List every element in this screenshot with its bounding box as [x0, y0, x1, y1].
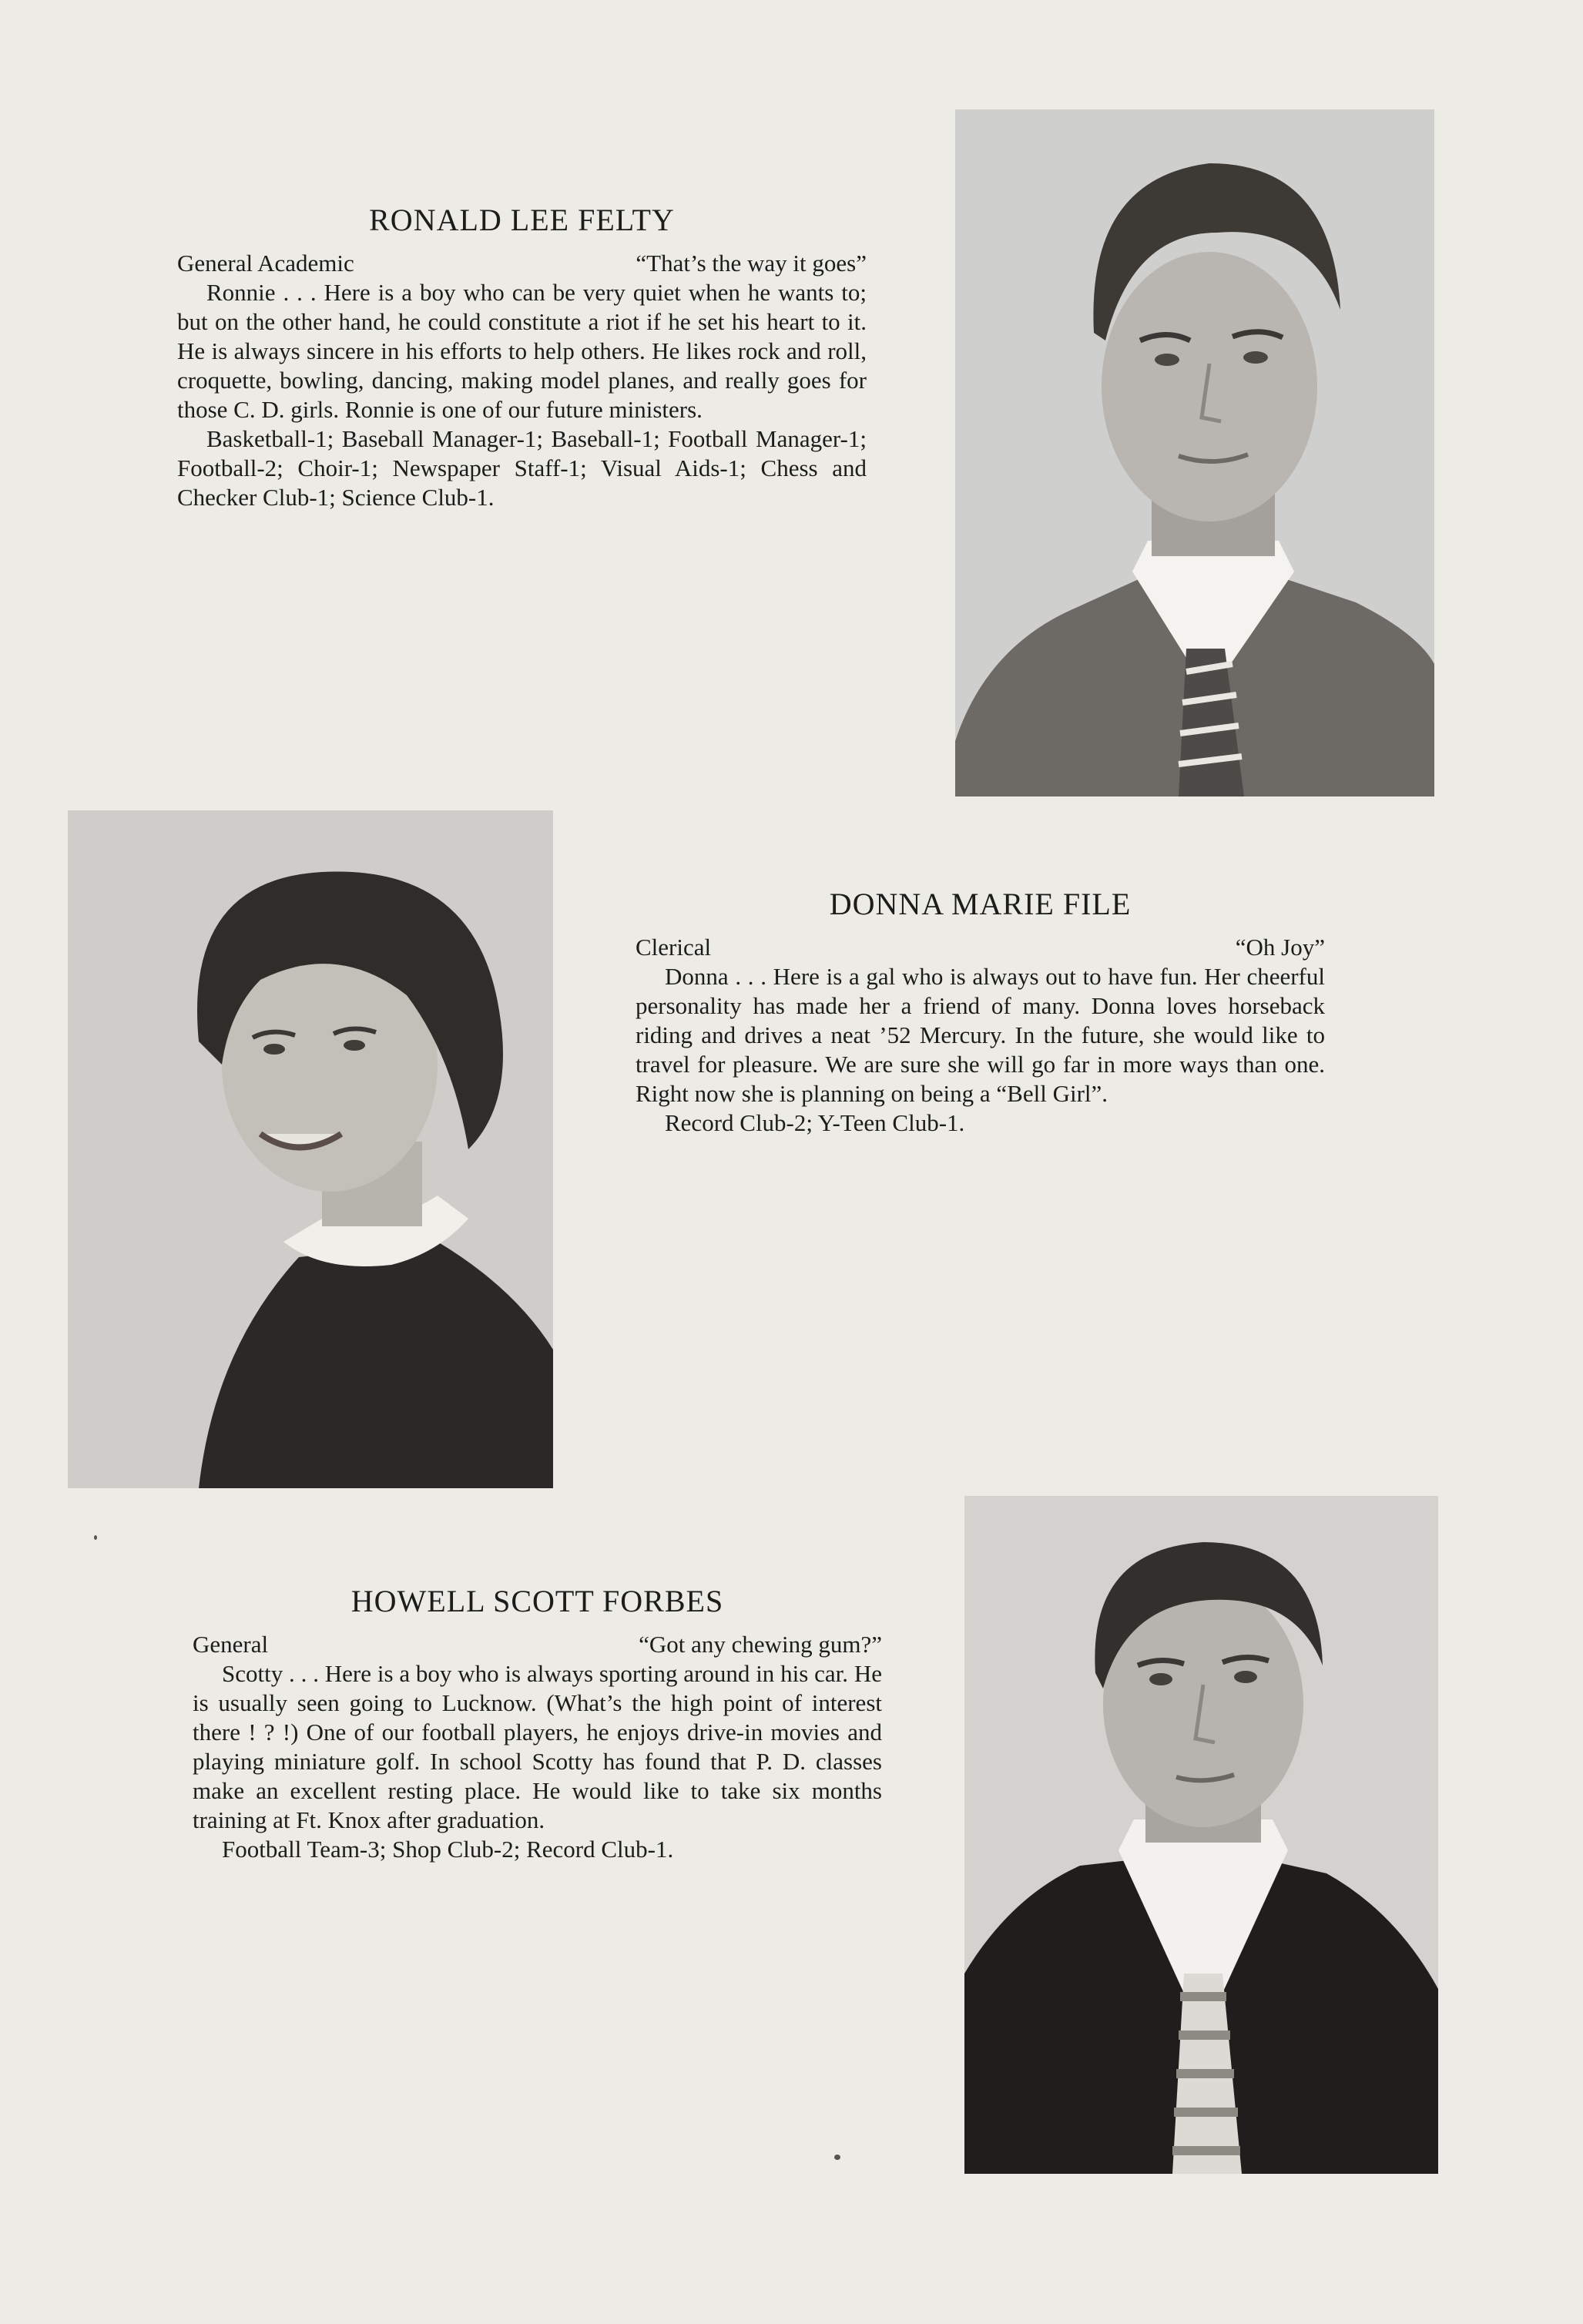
- student-course: General Academic: [177, 250, 354, 277]
- print-speck: [94, 1535, 97, 1540]
- student-activities: Basketball-1; Baseball Manager-1; Baseball-1; Football Manager-1; Football-2; Choir-1; Newspaper Staff-1; Visual Aids-1; Chess and Checker Club-1; Science Club-1.: [177, 425, 867, 511]
- student-course: Clerical: [636, 934, 712, 961]
- course-quote-row: [193, 1630, 882, 1659]
- student-bio: Scotty . . . Here is a boy who is always sporting around in his car. He is usually seen going to Lucknow. (What’s the high point of interest there ! ? !) One of our football players, he enjoys drive-in movies and playing miniature golf. In school Scotty has found that P. D. classes make an excellent resting place. He would like to take six months training at Ft. Knox after graduation.: [193, 1660, 882, 1833]
- student-name: HOWELL SCOTT FORBES: [350, 1584, 724, 1618]
- print-speck: [834, 2155, 840, 2160]
- student-name: DONNA MARIE FILE: [829, 887, 1132, 921]
- student-entry-forbes: [193, 1583, 882, 1864]
- course-quote-row: [636, 933, 1325, 962]
- student-course: General: [193, 1631, 269, 1658]
- student-entry-felty: [177, 202, 867, 512]
- student-bio: Ronnie . . . Here is a boy who can be very quiet when he wants to; but on the other hand, he could constitute a riot if he set his heart to it. He is always sincere in his efforts to help others. He likes rock and roll, croquette, bowling, dancing, making model planes, and really goes for those C. D. girls. Ronnie is one of our future ministers.: [177, 279, 867, 423]
- student-quote: “That’s the way it goes”: [636, 250, 867, 277]
- student-quote: “Oh Joy”: [1235, 934, 1325, 961]
- course-quote-row: [177, 249, 867, 278]
- portrait-image: [955, 109, 1434, 796]
- student-photo-felty: [955, 109, 1434, 796]
- portrait-image: [68, 810, 553, 1488]
- student-name: RONALD LEE FELTY: [369, 203, 675, 237]
- portrait-image: [964, 1496, 1438, 2174]
- student-entry-file: [636, 886, 1325, 1138]
- student-photo-file: [68, 810, 553, 1488]
- student-quote: “Got any chewing gum?”: [639, 1631, 882, 1658]
- student-bio: Donna . . . Here is a gal who is always out to have fun. Her cheerful personality has made her a friend of many. Donna loves horseback riding and drives a neat ’52 Mercury. In the future, she would like to travel for pleasure. We are sure she will go far in more ways than one. Right now she is planning on being a “Bell Girl”.: [636, 963, 1325, 1107]
- student-activities: Record Club-2; Y-Teen Club-1.: [665, 1109, 965, 1136]
- student-activities: Football Team-3; Shop Club-2; Record Club-1.: [222, 1836, 674, 1863]
- student-photo-forbes: [964, 1496, 1438, 2174]
